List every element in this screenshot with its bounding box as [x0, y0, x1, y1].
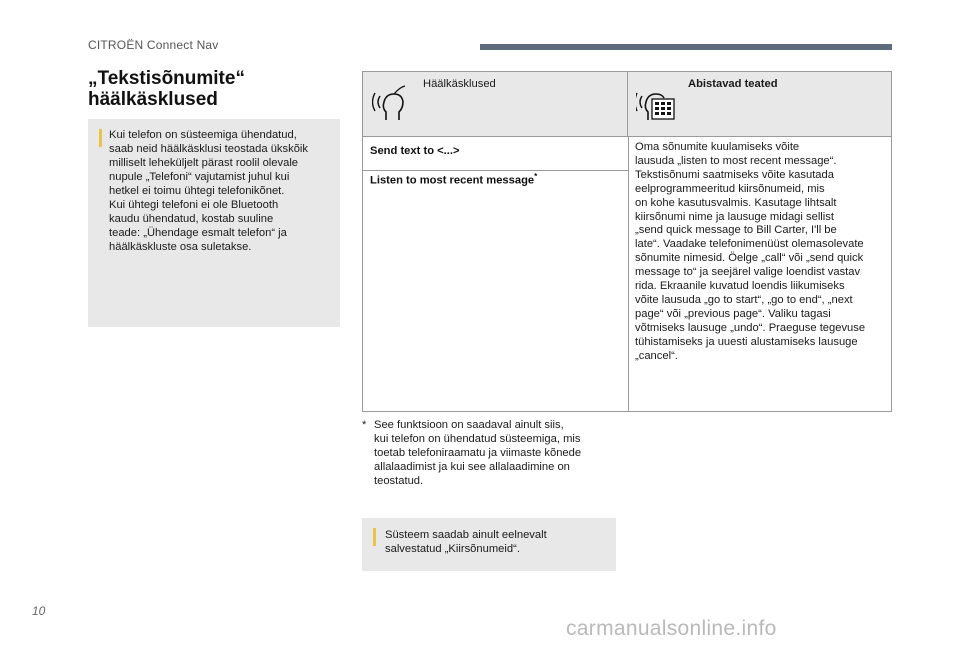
command-label: Listen to most recent message	[370, 174, 535, 187]
voice-command-icon	[372, 82, 408, 127]
section-title: „Tekstisõnumite“ häälkäsklused	[88, 68, 245, 110]
footnote-marker: *	[534, 172, 538, 181]
voice-commands-table	[362, 71, 892, 412]
info-text: Kui telefon on süsteemiga ühendatud, saab neid häälkäsklusi teostada ükskõik milliselt leheküljelt pärast roolil olevale nupule „Telefoni“ vajutamist juhul kui hetkel ei toimu ühtegi telefonikõnet. Kui ühtegi telefoni ei ole Bluetooth kaudu ühendatud, kostab suuline teade: „Ühendage esmalt telefon“ ja häälkäskluste osa suletakse.	[109, 129, 309, 253]
table-column-divider	[628, 136, 629, 411]
info-icon	[99, 129, 102, 147]
help-text: Oma sõnumite kuulamiseks võite lausuda „listen to most recent message“. Tekstisõnumi saatmiseks võite kasutada eelprogrammeeritud kiirsõnumeid, mis on kohe kasutusvalmis. Kasutage lihtsalt kiirsõnumi nime ja lausuge midagi sellist „send quick message to Bill Carter, I'll be late“. Vaadake telefonimenüüst olemasolevate sõnumite nimesid. Öelge „call“ või „send quick message to“ ja seejärel valige loendist vastav rida. Ekraanile kuvatud loendis liikumiseks võite lausuda „go to start“, „go to end“, „next page“ või „previous page“. Valiku tagasi võtmiseks lausuge „undo“. Praeguse tegevuse tühistamiseks ja uuesti alustamiseks lausuge „cancel“.	[635, 141, 866, 362]
header-bar	[480, 44, 892, 50]
header-commands-label: Häälkäsklused	[423, 78, 496, 90]
info-text: Süsteem saadab ainult eelnevalt salvestatud „Kiirsõnumeid“.	[385, 529, 547, 555]
page-number: 10	[32, 604, 46, 618]
watermark: carmanualsonline.info	[566, 617, 777, 640]
command-listen-recent	[370, 172, 537, 187]
table-header-help	[628, 72, 891, 136]
footnote-text: See funktsioon on saadaval ainult siis, kui telefon on ühendatud süsteemiga, mis toetab telefoniraamatu ja viimaste kõnede allalaadimist ja kui see allalaadimine on teostatud.	[374, 419, 582, 487]
info-box-quick-messages	[362, 518, 616, 571]
table-row-divider	[363, 136, 891, 137]
info-box-phone-connection	[88, 119, 340, 327]
voice-keypad-icon	[636, 82, 676, 127]
command-send-text	[370, 145, 460, 157]
footnote-star: *	[362, 419, 367, 431]
header-title: CITROËN Connect Nav	[88, 38, 219, 52]
table-command-divider	[363, 170, 628, 171]
command-label: Send text to <...>	[370, 145, 460, 157]
header-help-label: Abistavad teated	[688, 78, 778, 90]
table-header-commands	[363, 72, 628, 136]
info-icon	[373, 528, 376, 546]
